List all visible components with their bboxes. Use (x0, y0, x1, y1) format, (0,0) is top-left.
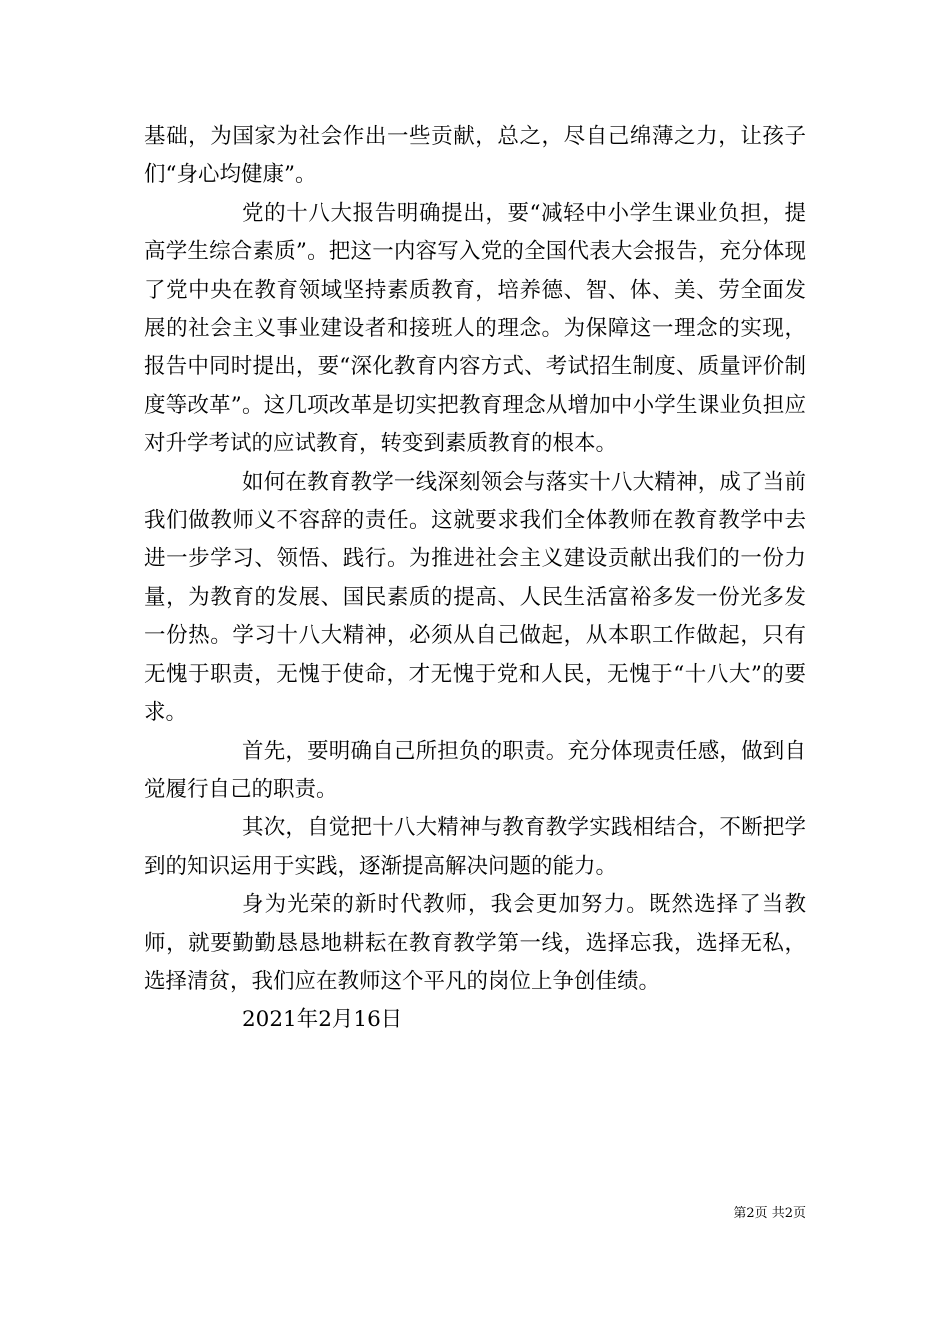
page-indicator: 第2页 共2页 (733, 1206, 806, 1221)
document-body (144, 118, 806, 1040)
paragraph-responsibility: 如何在教育教学一线深刻领会与落实十八大精神，成了当前我们做教师义不容辞的责任。这就要求我们全体教师在教育教学中去进一步学习、领悟、践行。为推进社会主义建设贡献出我们的一份力量，为教育的发展、国民素质的提高、人民生活富裕多发一份光多发一份热。学习十八大精神，必须从自己做起，从本职工作做起，只有无愧于职责，无愧于使命，才无愧于党和人民，无愧于“十八大”的要求。 (144, 469, 806, 726)
paragraph-conclusion: 身为光荣的新时代教师，我会更加努力。既然选择了当教师，就要勤勤恳恳地耕耘在教育教学第一线，选择忘我，选择无私，选择清贫，我们应在教师这个平凡的岗位上争创佳绩。 (144, 892, 806, 994)
document-date: 2021年2月16日 (242, 1007, 403, 1033)
paragraph-second: 其次，自觉把十八大精神与教育教学实践相结合，不断把学到的知识运用于实践，逐渐提高解决问题的能力。 (144, 815, 806, 879)
paragraph-continuation: 基础，为国家为社会作出一些贡献，总之，尽自己绵薄之力，让孩子们“身心均健康”。 (144, 124, 806, 188)
paragraph-report: 党的十八大报告明确提出，要“减轻中小学生课业负担，提高学生综合素质”。把这一内容写入党的全国代表大会报告，充分体现了党中央在教育领域坚持素质教育，培养德、智、体、美、劳全面发展的社会主义事业建设者和接班人的理念。为保障这一理念的实现，报告中同时提出，要“深化教育内容方式、考试招生制度、质量评价制度等改革”。这几项改革是切实把教育理念从增加中小学生课业负担应对升学考试的应试教育，转变到素质教育的根本。 (144, 200, 806, 457)
paragraph-first: 首先，要明确自己所担负的职责。充分体现责任感，做到自觉履行自己的职责。 (144, 738, 806, 802)
